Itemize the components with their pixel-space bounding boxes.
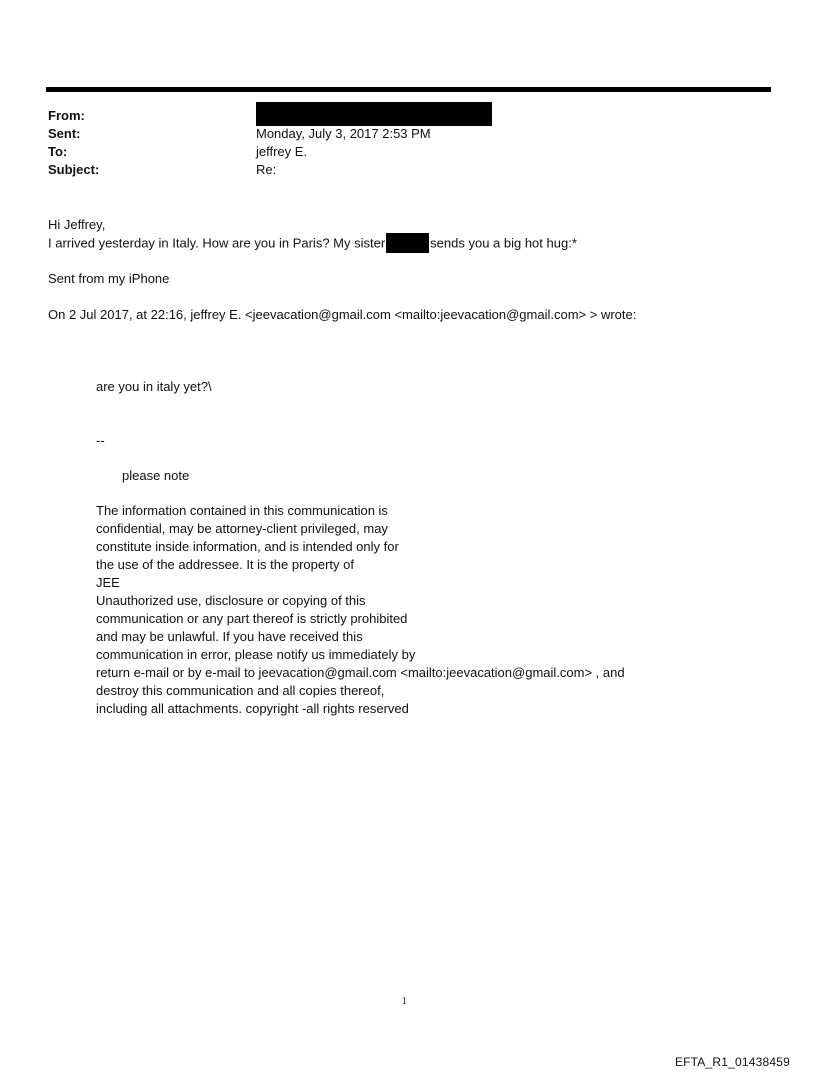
disclaimer-line: including all attachments. copyright -all rights reserved: [96, 701, 409, 716]
disclaimer-line: Unauthorized use, disclosure or copying of this: [96, 593, 366, 608]
disclaimer-line: destroy this communication and all copies thereof,: [96, 683, 385, 698]
sent-label: Sent:: [48, 126, 81, 141]
disclaimer-line: communication or any part thereof is strictly prohibited: [96, 611, 408, 626]
disclaimer-line: the use of the addressee. It is the property of: [96, 557, 354, 572]
to-row: [48, 143, 768, 161]
quoted-question: are you in italy yet?\: [96, 379, 212, 394]
message-text-after: sends you a big hot hug:*: [430, 235, 577, 251]
from-label: From:: [48, 108, 85, 123]
signature: Sent from my iPhone: [48, 271, 170, 286]
note-label: please note: [122, 468, 190, 483]
bates-number: EFTA_R1_01438459: [674, 1055, 790, 1069]
from-value: [256, 106, 768, 126]
disclaimer: [96, 502, 625, 718]
page-number: 1: [402, 996, 407, 1007]
redaction-box: [386, 233, 429, 253]
greeting: Hi Jeffrey,: [48, 217, 106, 232]
disclaimer-line: JEE: [96, 575, 120, 590]
from-row: [48, 107, 768, 125]
message-text-before: I arrived yesterday in Italy. How are you in Paris? My sister: [48, 235, 386, 251]
header-divider: [46, 87, 771, 92]
quote-intro: On 2 Jul 2017, at 22:16, jeffrey E. <jeevacation@gmail.com <mailto:jeevacation@gmail.com> > wrote:: [48, 307, 637, 322]
subject-row: [48, 161, 768, 179]
sent-value: Monday, July 3, 2017 2:53 PM: [256, 126, 431, 141]
to-value: jeffrey E.: [256, 144, 308, 159]
to-label: To:: [48, 144, 68, 159]
subject-label: Subject:: [48, 162, 100, 177]
disclaimer-line: The information contained in this communication is: [96, 503, 388, 518]
disclaimer-line: confidential, may be attorney-client privileged, may: [96, 521, 388, 536]
signature-separator: --: [96, 433, 105, 448]
sent-row: [48, 125, 768, 143]
subject-value: Re:: [256, 162, 277, 177]
message-line: [48, 234, 577, 254]
redaction-box: [256, 102, 492, 126]
disclaimer-line: constitute inside information, and is intended only for: [96, 539, 399, 554]
disclaimer-line: and may be unlawful. If you have received this: [96, 629, 363, 644]
disclaimer-line: communication in error, please notify us immediately by: [96, 647, 416, 662]
disclaimer-line: return e-mail or by e-mail to jeevacation@gmail.com <mailto:jeevacation@gmail.com> , and: [96, 665, 625, 680]
email-header: [48, 107, 768, 179]
